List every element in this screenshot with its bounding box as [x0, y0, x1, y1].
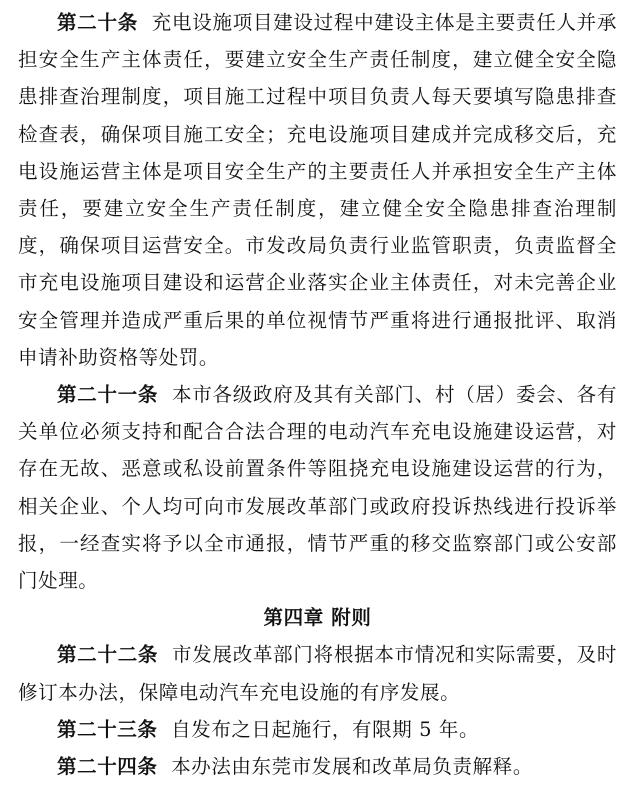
article-23-label: 第二十三条: [57, 717, 158, 741]
chapter-title: 第四章 附则: [263, 606, 372, 630]
article-21-label: 第二十一条: [57, 383, 159, 407]
article-20: [18, 4, 617, 376]
article-24: [18, 748, 617, 785]
article-21: [18, 376, 617, 599]
article-22-label: 第二十二条: [57, 643, 159, 667]
article-20-label: 第二十条: [57, 11, 138, 34]
article-21-text: 本市各级政府及其有关部门、村（居）委会、各有关单位必须支持和配合合法合理的电动汽车充电设施建设运营，对存在无故、恶意或私设前置条件等阻挠充电设施建设运营的行为，相关企业、个人均可向市发展改革部门或政府投诉热线进行投诉举报，一经查实将予以全市通报，情节严重的移交监察部门或公安部门处理。: [18, 383, 617, 593]
article-22: [18, 636, 617, 710]
article-23: [18, 711, 617, 748]
article-23-text: 自发布之日起施行，有限期 5 年。: [171, 717, 480, 741]
article-24-text: 本办法由东莞市发展和改革局负责解释。: [171, 755, 533, 779]
article-22-text: 市发展改革部门将根据本市情况和实际需要，及时修订本办法，保障电动汽车充电设施的有序发展。: [18, 643, 617, 704]
article-24-label: 第二十四条: [57, 755, 158, 779]
article-20-text: 充电设施项目建设过程中建设主体是主要责任人并承担安全生产主体责任，要建立安全生产责任制度，建立健全安全隐患排查治理制度，项目施工过程中项目负责人每天要填写隐患排查检查表，确保项目施工安全；充电设施项目建成并完成移交后，充电设施运营主体是项目安全生产的主要责任人并承担安全生产主体责任，要建立安全生产责任制度，建立健全安全隐患排查治理制度，确保项目运营安全。市发改局负责行业监管职责，负责监督全市充电设施项目建设和运营企业落实企业主体责任，对未完善企业安全管理并造成严重后果的单位视情节严重将进行通报批评、取消申请补助资格等处罚。: [18, 11, 617, 369]
